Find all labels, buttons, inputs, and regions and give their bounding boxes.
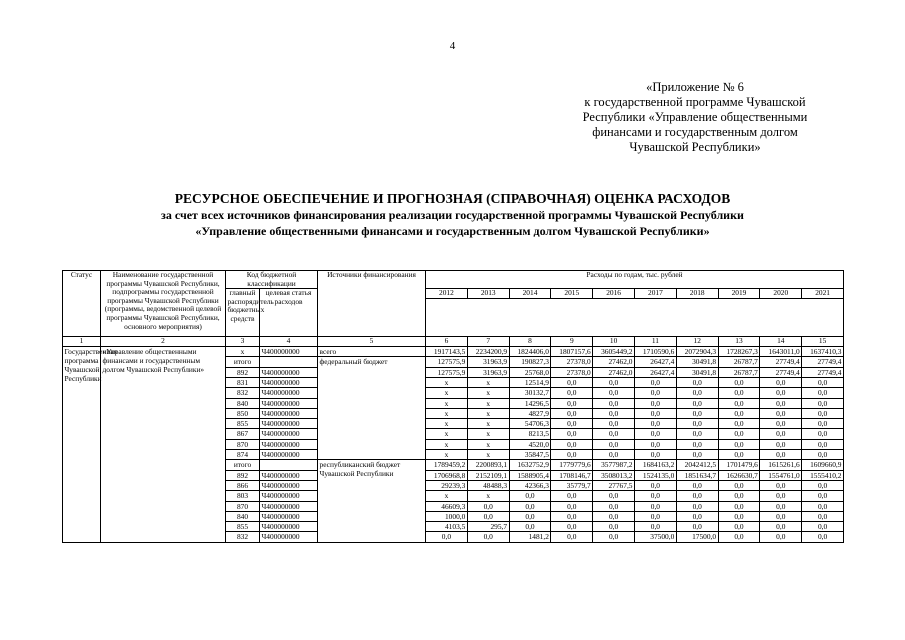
value-cell: 1807157,6 xyxy=(551,347,593,357)
grbs-cell: 866 xyxy=(226,480,260,490)
value-cell: 0,0 xyxy=(593,377,635,387)
value-cell: 1708146,7 xyxy=(551,470,593,480)
value-cell: 0,0 xyxy=(467,532,509,542)
column-number: 10 xyxy=(593,336,635,346)
header-name: Наименование государственной программы Чувашской Республики, подпрограммы государственной программы Чувашской Республики (программы, ведомственной целевой программы Чувашской Республики, основного мероприятия) xyxy=(101,271,226,337)
value-cell: 1851634,7 xyxy=(676,470,718,480)
value-cell: х xyxy=(467,408,509,418)
value-cell: 0,0 xyxy=(551,511,593,521)
value-cell: 0,0 xyxy=(760,501,802,511)
value-cell: х xyxy=(426,429,468,439)
value-cell: 0,0 xyxy=(551,522,593,532)
appendix-line: «Приложение № 6 xyxy=(646,80,744,94)
header-expenses: Расходы по годам, тыс. рублей xyxy=(426,271,844,289)
grbs-cell: 892 xyxy=(226,470,260,480)
value-cell: 0,0 xyxy=(593,398,635,408)
value-cell: 0,0 xyxy=(676,419,718,429)
header-year: 2019 xyxy=(718,289,760,299)
value-cell: х xyxy=(426,398,468,408)
value-cell: 0,0 xyxy=(551,398,593,408)
value-cell: 0,0 xyxy=(676,511,718,521)
target-cell: Ч400000000 xyxy=(260,450,318,460)
value-cell: 0,0 xyxy=(676,429,718,439)
value-cell: 0,0 xyxy=(551,532,593,542)
value-cell: 0,0 xyxy=(718,429,760,439)
value-cell: 2234200,9 xyxy=(467,347,509,357)
value-cell: 2200893,1 xyxy=(467,460,509,470)
appendix-line: к государственной программе Чувашской xyxy=(584,95,806,109)
value-cell: 0,0 xyxy=(509,522,551,532)
target-cell: Ч400000000 xyxy=(260,480,318,490)
grbs-cell: 892 xyxy=(226,367,260,377)
value-cell: х xyxy=(426,419,468,429)
value-cell: 1481,2 xyxy=(509,532,551,542)
value-cell: 0,0 xyxy=(802,532,844,542)
value-cell: 0,0 xyxy=(676,398,718,408)
value-cell: 1728267,3 xyxy=(718,347,760,357)
value-cell: 0,0 xyxy=(551,501,593,511)
value-cell: 3577987,2 xyxy=(593,460,635,470)
target-cell: Ч400000000 xyxy=(260,398,318,408)
value-cell: 1555410,2 xyxy=(802,470,844,480)
value-cell: 48488,3 xyxy=(467,480,509,490)
title-line: за счет всех источников финансирования реализации государственной программы Чувашской Республики xyxy=(161,208,744,222)
value-cell: 27749,4 xyxy=(760,357,802,367)
value-cell: 0,0 xyxy=(802,480,844,490)
value-cell: х xyxy=(426,491,468,501)
value-cell: 0,0 xyxy=(760,439,802,449)
value-cell: 0,0 xyxy=(802,429,844,439)
grbs-cell: итого xyxy=(226,357,260,367)
grbs-cell: итого xyxy=(226,460,260,470)
value-cell: 27749,4 xyxy=(760,367,802,377)
value-cell: 0,0 xyxy=(635,429,677,439)
value-cell: 1609660,9 xyxy=(802,460,844,470)
value-cell: 0,0 xyxy=(635,398,677,408)
value-cell: х xyxy=(426,439,468,449)
value-cell: 1684163,2 xyxy=(635,460,677,470)
appendix-line: Чувашской Республики» xyxy=(629,140,761,154)
value-cell: 0,0 xyxy=(718,419,760,429)
value-cell: 0,0 xyxy=(593,408,635,418)
value-cell: х xyxy=(426,450,468,460)
program-name-cell: «Управление общественными финансами и государственным долгом Чувашской Республики» xyxy=(101,347,226,543)
grbs-cell: 870 xyxy=(226,501,260,511)
header-target: целевая статья расходов xyxy=(260,289,318,337)
value-cell: 0,0 xyxy=(551,388,593,398)
value-cell: 0,0 xyxy=(593,388,635,398)
value-cell: 1000,0 xyxy=(426,511,468,521)
value-cell: 0,0 xyxy=(635,522,677,532)
value-cell: 26787,7 xyxy=(718,357,760,367)
value-cell: 0,0 xyxy=(635,450,677,460)
value-cell: 0,0 xyxy=(676,450,718,460)
value-cell: 0,0 xyxy=(760,388,802,398)
target-cell: Ч400000000 xyxy=(260,522,318,532)
value-cell: 27749,4 xyxy=(802,357,844,367)
value-cell: 0,0 xyxy=(635,377,677,387)
value-cell: 0,0 xyxy=(760,408,802,418)
value-cell: 0,0 xyxy=(802,377,844,387)
value-cell: 0,0 xyxy=(509,491,551,501)
value-cell: 0,0 xyxy=(676,491,718,501)
value-cell: 1588905,4 xyxy=(509,470,551,480)
value-cell: 0,0 xyxy=(635,511,677,521)
value-cell: 29239,3 xyxy=(426,480,468,490)
value-cell: 0,0 xyxy=(760,511,802,521)
value-cell: 2042412,5 xyxy=(676,460,718,470)
value-cell: 30491,8 xyxy=(676,357,718,367)
value-cell: 0,0 xyxy=(718,377,760,387)
value-cell: 0,0 xyxy=(593,511,635,521)
header-year: 2016 xyxy=(593,289,635,299)
value-cell: 0,0 xyxy=(802,398,844,408)
target-cell: Ч400000000 xyxy=(260,439,318,449)
value-cell: 0,0 xyxy=(551,408,593,418)
value-cell: 0,0 xyxy=(467,511,509,521)
value-cell: 0,0 xyxy=(718,532,760,542)
value-cell: 0,0 xyxy=(718,522,760,532)
column-number: 7 xyxy=(467,336,509,346)
target-cell: Ч400000000 xyxy=(260,470,318,480)
value-cell: 25768,0 xyxy=(509,367,551,377)
target-cell: Ч400000000 xyxy=(260,491,318,501)
value-cell: 0,0 xyxy=(509,511,551,521)
grbs-cell: 855 xyxy=(226,522,260,532)
value-cell: 27378,0 xyxy=(551,367,593,377)
value-cell: х xyxy=(467,419,509,429)
value-cell: 0,0 xyxy=(593,419,635,429)
value-cell: 0,0 xyxy=(551,439,593,449)
value-cell: х xyxy=(426,388,468,398)
value-cell: 0,0 xyxy=(718,398,760,408)
value-cell: 30491,8 xyxy=(676,367,718,377)
value-cell: 0,0 xyxy=(802,491,844,501)
value-cell: 0,0 xyxy=(635,388,677,398)
value-cell: 0,0 xyxy=(426,532,468,542)
page-number: 4 xyxy=(449,40,456,52)
table-row xyxy=(63,347,844,357)
header-year: 2014 xyxy=(509,289,551,299)
value-cell: 0,0 xyxy=(760,419,802,429)
grbs-cell: 832 xyxy=(226,388,260,398)
target-cell: Ч400000000 xyxy=(260,347,318,357)
value-cell: 0,0 xyxy=(676,480,718,490)
target-cell: Ч400000000 xyxy=(260,377,318,387)
target-cell: Ч400000000 xyxy=(260,408,318,418)
header-year: 2017 xyxy=(635,289,677,299)
value-cell: 0,0 xyxy=(760,377,802,387)
value-cell: 0,0 xyxy=(718,408,760,418)
target-cell: Ч400000000 xyxy=(260,429,318,439)
grbs-cell: 874 xyxy=(226,450,260,460)
value-cell: 0,0 xyxy=(635,439,677,449)
value-cell: 0,0 xyxy=(802,419,844,429)
value-cell: 0,0 xyxy=(635,480,677,490)
column-number: 11 xyxy=(635,336,677,346)
value-cell: 42366,3 xyxy=(509,480,551,490)
resource-table xyxy=(62,270,844,543)
value-cell: 12514,9 xyxy=(509,377,551,387)
header-sources: Источники финансирования xyxy=(318,271,426,337)
value-cell: 35847,5 xyxy=(509,450,551,460)
value-cell: 37500,0 xyxy=(635,532,677,542)
value-cell: 0,0 xyxy=(593,491,635,501)
header-budget-code: Код бюджетной классификации xyxy=(226,271,318,289)
value-cell: 0,0 xyxy=(551,429,593,439)
target-cell xyxy=(260,460,318,470)
value-cell: х xyxy=(426,408,468,418)
column-number: 12 xyxy=(676,336,718,346)
value-cell: 0,0 xyxy=(551,491,593,501)
grbs-cell: 840 xyxy=(226,511,260,521)
value-cell: 1626630,7 xyxy=(718,470,760,480)
value-cell: 0,0 xyxy=(718,501,760,511)
target-cell: Ч400000000 xyxy=(260,501,318,511)
column-number: 4 xyxy=(260,336,318,346)
value-cell: 0,0 xyxy=(635,419,677,429)
value-cell: 0,0 xyxy=(593,522,635,532)
value-cell: 27378,0 xyxy=(551,357,593,367)
value-cell: 0,0 xyxy=(551,377,593,387)
value-cell: 0,0 xyxy=(718,450,760,460)
value-cell: х xyxy=(467,377,509,387)
source-cell: федеральный бюджет xyxy=(318,357,426,460)
value-cell: 2152109,1 xyxy=(467,470,509,480)
value-cell: 0,0 xyxy=(593,429,635,439)
grbs-cell: 870 xyxy=(226,439,260,449)
value-cell: 127575,9 xyxy=(426,367,468,377)
value-cell: 0,0 xyxy=(551,450,593,460)
target-cell: Ч400000000 xyxy=(260,419,318,429)
grbs-cell: 850 xyxy=(226,408,260,418)
column-number: 6 xyxy=(426,336,468,346)
appendix-note xyxy=(555,80,835,155)
value-cell: 1706968,8 xyxy=(426,470,468,480)
value-cell: 0,0 xyxy=(635,491,677,501)
value-cell: 0,0 xyxy=(635,501,677,511)
value-cell: 17500,0 xyxy=(676,532,718,542)
value-cell: 4103,5 xyxy=(426,522,468,532)
document-title xyxy=(0,191,905,239)
value-cell: 0,0 xyxy=(802,501,844,511)
value-cell: 3605449,2 xyxy=(593,347,635,357)
title-line: «Управление общественными финансами и государственным долгом Чувашской Республики» xyxy=(195,224,710,238)
column-number-row xyxy=(63,336,844,346)
value-cell: 26787,7 xyxy=(718,367,760,377)
appendix-line: Республики «Управление общественными xyxy=(582,110,808,124)
value-cell: 1824406,0 xyxy=(509,347,551,357)
value-cell: 54706,3 xyxy=(509,419,551,429)
value-cell: х xyxy=(426,377,468,387)
value-cell: 0,0 xyxy=(718,480,760,490)
value-cell: 30132,7 xyxy=(509,388,551,398)
target-cell: Ч400000000 xyxy=(260,388,318,398)
column-number: 9 xyxy=(551,336,593,346)
value-cell: х xyxy=(467,388,509,398)
value-cell: 2072904,3 xyxy=(676,347,718,357)
column-number: 8 xyxy=(509,336,551,346)
value-cell: 27462,0 xyxy=(593,367,635,377)
value-cell: 0,0 xyxy=(760,429,802,439)
value-cell: 0,0 xyxy=(593,450,635,460)
grbs-cell: 867 xyxy=(226,429,260,439)
value-cell: 0,0 xyxy=(760,450,802,460)
value-cell: 0,0 xyxy=(467,501,509,511)
value-cell: 0,0 xyxy=(760,522,802,532)
value-cell: 1637410,3 xyxy=(802,347,844,357)
value-cell: х xyxy=(467,398,509,408)
value-cell: 27749,4 xyxy=(802,367,844,377)
value-cell: 1789459,2 xyxy=(426,460,468,470)
value-cell: 0,0 xyxy=(802,522,844,532)
title-line: РЕСУРСНОЕ ОБЕСПЕЧЕНИЕ И ПРОГНОЗНАЯ (СПРАВОЧНАЯ) ОЦЕНКА РАСХОДОВ xyxy=(174,191,731,206)
header-year: 2018 xyxy=(676,289,718,299)
value-cell: 0,0 xyxy=(718,511,760,521)
value-cell: 0,0 xyxy=(593,532,635,542)
value-cell: 0,0 xyxy=(676,501,718,511)
header-status: Статус xyxy=(63,271,101,337)
value-cell: 27462,0 xyxy=(593,357,635,367)
header-year: 2021 xyxy=(802,289,844,299)
target-cell xyxy=(260,357,318,367)
column-number: 14 xyxy=(760,336,802,346)
value-cell: 0,0 xyxy=(718,439,760,449)
value-cell: 4827,9 xyxy=(509,408,551,418)
value-cell: 0,0 xyxy=(802,388,844,398)
value-cell: 31963,9 xyxy=(467,367,509,377)
value-cell: х xyxy=(467,491,509,501)
value-cell: 0,0 xyxy=(760,480,802,490)
value-cell: 1524135,0 xyxy=(635,470,677,480)
value-cell: 0,0 xyxy=(593,439,635,449)
value-cell: 3508013,2 xyxy=(593,470,635,480)
value-cell: 0,0 xyxy=(760,532,802,542)
value-cell: 26427,4 xyxy=(635,357,677,367)
value-cell: 0,0 xyxy=(802,450,844,460)
column-number: 5 xyxy=(318,336,426,346)
value-cell: 14296,5 xyxy=(509,398,551,408)
value-cell: 0,0 xyxy=(593,501,635,511)
header-grbs: главный распорядитель бюджетных средств xyxy=(226,289,260,337)
value-cell: 1917143,5 xyxy=(426,347,468,357)
header-year: 2020 xyxy=(760,289,802,299)
column-number: 3 xyxy=(226,336,260,346)
header-year: 2012 xyxy=(426,289,468,299)
value-cell: 1615261,6 xyxy=(760,460,802,470)
value-cell: 1643011,0 xyxy=(760,347,802,357)
value-cell: 0,0 xyxy=(676,522,718,532)
column-number: 13 xyxy=(718,336,760,346)
target-cell: Ч400000000 xyxy=(260,511,318,521)
grbs-cell: 832 xyxy=(226,532,260,542)
value-cell: 295,7 xyxy=(467,522,509,532)
value-cell: 0,0 xyxy=(676,388,718,398)
value-cell: 1701479,6 xyxy=(718,460,760,470)
value-cell: х xyxy=(467,429,509,439)
value-cell: 0,0 xyxy=(676,377,718,387)
grbs-cell: х xyxy=(226,347,260,357)
value-cell: 0,0 xyxy=(551,419,593,429)
source-cell: республиканский бюджет Чувашской Республики xyxy=(318,460,426,542)
target-cell: Ч400000000 xyxy=(260,367,318,377)
grbs-cell: 840 xyxy=(226,398,260,408)
value-cell: х xyxy=(467,439,509,449)
value-cell: 0,0 xyxy=(635,408,677,418)
value-cell: 0,0 xyxy=(802,511,844,521)
value-cell: 26427,4 xyxy=(635,367,677,377)
column-number: 15 xyxy=(802,336,844,346)
value-cell: 127575,9 xyxy=(426,357,468,367)
value-cell: 0,0 xyxy=(802,408,844,418)
header-year: 2013 xyxy=(467,289,509,299)
grbs-cell: 831 xyxy=(226,377,260,387)
value-cell: 8213,5 xyxy=(509,429,551,439)
value-cell: 0,0 xyxy=(760,398,802,408)
target-cell: Ч400000000 xyxy=(260,532,318,542)
appendix-line: финансами и государственным долгом xyxy=(592,125,798,139)
value-cell: 1554761,0 xyxy=(760,470,802,480)
value-cell: х xyxy=(467,450,509,460)
value-cell: 0,0 xyxy=(718,388,760,398)
value-cell: 4520,0 xyxy=(509,439,551,449)
value-cell: 1710590,6 xyxy=(635,347,677,357)
source-cell: всего xyxy=(318,347,426,357)
value-cell: 0,0 xyxy=(718,491,760,501)
value-cell: 0,0 xyxy=(676,408,718,418)
value-cell: 0,0 xyxy=(802,439,844,449)
column-number: 2 xyxy=(101,336,226,346)
value-cell: 1632752,9 xyxy=(509,460,551,470)
value-cell: 190827,3 xyxy=(509,357,551,367)
value-cell: 27767,5 xyxy=(593,480,635,490)
value-cell: 0,0 xyxy=(676,439,718,449)
grbs-cell: 803 xyxy=(226,491,260,501)
header-spacer xyxy=(426,298,844,336)
grbs-cell: 855 xyxy=(226,419,260,429)
value-cell: 46609,3 xyxy=(426,501,468,511)
value-cell: 31963,9 xyxy=(467,357,509,367)
header-year: 2015 xyxy=(551,289,593,299)
status-cell: Государственная программа Чувашской Республики xyxy=(63,347,101,543)
value-cell: 35779,7 xyxy=(551,480,593,490)
value-cell: 0,0 xyxy=(509,501,551,511)
value-cell: 1779779,6 xyxy=(551,460,593,470)
value-cell: 0,0 xyxy=(760,491,802,501)
column-number: 1 xyxy=(63,336,101,346)
